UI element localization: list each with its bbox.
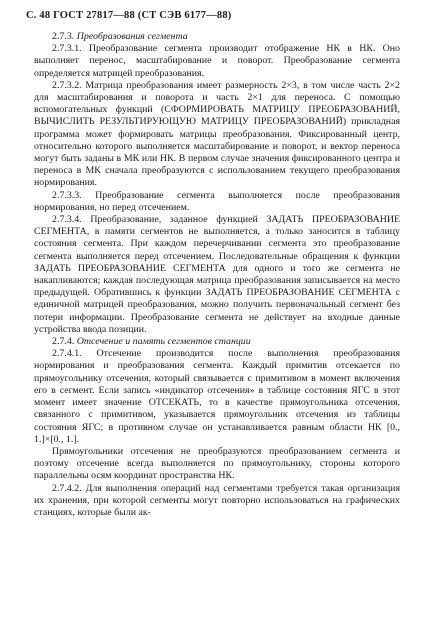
paragraph: 2.7.3.1. Преобразование сегмента производит отображение НК в НК. Оно выполняет перенос, масштабирование и поворот. Преобразование сегмента определяется матрицей преобразования. bbox=[34, 43, 400, 79]
paragraph: 2.7.3.2. Матрица преобразования имеет размерность 2×3, в том числе часть 2×2 для масштабирования и поворота и часть 2×1 для переноса. С помощью вспомогательных функций (СФОРМИРОВАТЬ МАТРИЦУ ПРЕОБРАЗОВАНИЙ, ВЫЧИСЛИТЬ РЕЗУЛЬТИРУЮЩУЮ МАТРИЦУ ПРЕОБРАЗОВАНИЙ) прикладная программа может формировать матрицы преобразования. Фиксированный центр, относительно которого выполняется масштабирование и поворот, и вектор переноса могут быть заданы в МК или НК. В первом случае значения фиксированного центра и переноса в МК сначала преобразуются с использованием текущего преобразования нормирования. bbox=[34, 79, 400, 189]
paragraph: 2.7.3.4. Преобразование, заданное функцией ЗАДАТЬ ПРЕОБРАЗОВАНИЕ СЕГМЕНТА, в памяти сегментов не выполняется, а только заносится в таблицу состояния сегмента. При каждом перечерчивании сегмента это преобразование сегмента выполняется перед отсечением. Последовательные обращения к функции ЗАДАТЬ ПРЕОБРАЗОВАНИЕ СЕГМЕНТА для одного и того же сегмента не накапливаются; каждая последующая матрица преобразования записывается на место предыдущей. Обратившись к функции ЗАДАТЬ ПРЕОБРАЗОВАНИЕ СЕГМЕНТА с единичной матрицей преобразования, можно получить первоначальный сегмент без потери информации. Преобразование сегмента не действует на входные данные устройства ввода позиции. bbox=[34, 214, 400, 335]
section-heading bbox=[34, 336, 400, 348]
running-header: С. 48 ГОСТ 27817—88 (СТ СЭВ 6177—88) bbox=[26, 10, 232, 21]
body-text bbox=[34, 31, 400, 519]
paragraph: 2.7.4.2. Для выполнения операций над сегментами требуется такая организация их хранения, при которой сегменты могут повторно использоваться на графических станциях, которые были ак- bbox=[34, 482, 400, 518]
paragraph: 2.7.4.1. Отсечение производится после выполнения преобразования нормирования и преобразования сегмента. Каждый примитив отсекается по прямоугольнику отсечения, который связывается с примитивом в момент включения его в сегмент. Если запись «индикатор отсечения» в таблице состояния ЯГС в этот момент имеет значение ОТСЕКАТЬ, то в качестве прямоугольника отсечения, связанного с примитивом, указывается прямоугольник отсечения из таблицы состояния ЯГС; в противном случае он устанавливается равным области НК [0., 1.]×[0., 1.]. bbox=[34, 348, 400, 445]
section-title: Преобразования сегмента bbox=[76, 31, 188, 42]
paragraph: 2.7.3.3. Преобразование сегмента выполняется после преобразования нормирования, но перед отсечением. bbox=[34, 189, 400, 213]
section-number: 2.7.3. bbox=[52, 31, 75, 42]
section-title: Отсечение и память сегментов станции bbox=[76, 336, 251, 348]
paragraph: Прямоугольники отсечения не преобразуются преобразованием сегмента и поэтому отсечение всегда выполняется по прямоугольнику, стороны которого параллельны осям координат пространства НК. bbox=[34, 445, 400, 482]
section-number: 2.7.4. bbox=[52, 336, 75, 348]
section-heading bbox=[34, 31, 400, 43]
